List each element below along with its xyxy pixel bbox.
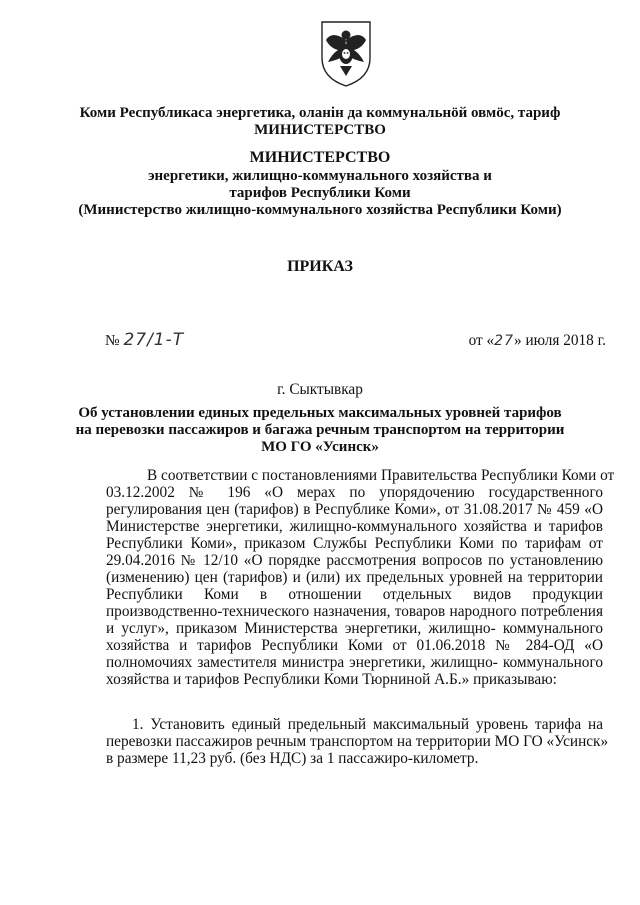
header-ru-short: (Министерство жилищно-коммунального хозяйства Республики Коми) bbox=[78, 202, 562, 218]
order-date bbox=[469, 333, 606, 350]
order-number bbox=[105, 332, 184, 350]
header-ru-title: МИНИСТЕРСТВО bbox=[249, 149, 391, 166]
para1-line-last: хозяйства и тарифов Республики Коми Тюрниной А.Б.» приказываю: bbox=[106, 671, 557, 688]
order-title: ПРИКАЗ bbox=[287, 258, 353, 275]
subject-line1: Об установлении единых предельных максимальных уровней тарифов bbox=[78, 405, 562, 421]
para1-line: производственно-технического назначения, товаров народного потребления bbox=[106, 603, 603, 620]
para1-line: полномочиях заместителя министра энергетики, жилищно- коммунального bbox=[106, 654, 603, 671]
subject-line2: на перевозки пассажиров и багажа речным транспортом на территории bbox=[75, 422, 565, 438]
para1-line: 29.04.2016 № 12/10 «О порядке рассмотрения вопросов по установлению bbox=[106, 552, 603, 569]
para1-line: хозяйства и тарифов Республики Коми от 01.06.2018 № 284-ОД «О bbox=[106, 637, 603, 654]
subject-line3: МО ГО «Усинск» bbox=[261, 439, 379, 455]
header-komi-line1: Коми Республикаса энергетика, оланiн да коммунальнöй овмöс, тариф bbox=[79, 105, 561, 121]
order-date-day: 27 bbox=[494, 333, 514, 349]
para1-line: Министерстве энергетики, жилищно-коммунального хозяйства и тарифов bbox=[106, 518, 603, 535]
para1-line: регулирования цен (тарифов) в Республике Коми», от 31.08.2017 № 459 «О bbox=[106, 501, 603, 518]
item1-line: перевозки пассажиров речным транспортом на территории МО ГО «Усинск» bbox=[106, 733, 609, 750]
para1-line: В соответствии с постановлениями Правительства Республики Коми от bbox=[147, 467, 615, 484]
para1-line: Республики Коми», приказом Службы Республики Коми по тарифам от bbox=[106, 535, 603, 552]
order-date-prefix: от « bbox=[468, 332, 495, 349]
item1-line-last: в размере 11,23 руб. (без НДС) за 1 пассажиро-километр. bbox=[106, 750, 479, 767]
header-ru-line2: энергетики, жилищно-коммунального хозяйства и bbox=[148, 168, 492, 184]
order-city: г. Сыктывкар bbox=[277, 381, 363, 398]
order-date-suffix: » июля 2018 г. bbox=[514, 332, 606, 349]
order-number-handwritten: 27/1-Т bbox=[123, 330, 185, 350]
para1-line: и услуг», приказом Министерства энергетики, жилищно- коммунального bbox=[106, 620, 603, 637]
order-number-label: № bbox=[105, 332, 120, 349]
para1-line: 03.12.2002 № 196 «О мерах по упорядочению государственного bbox=[106, 484, 603, 501]
header-komi-line2: МИНИСТЕРСТВО bbox=[254, 122, 386, 138]
coat-of-arms-emblem bbox=[318, 18, 374, 88]
para1-line: Республики Коми в отношении отдельных видов продукции bbox=[106, 586, 603, 603]
header-ru-line3: тарифов Республики Коми bbox=[229, 185, 411, 201]
item1-line: 1. Установить единый предельный максимальный уровень тарифа на bbox=[132, 716, 603, 733]
para1-line: (изменению) цен (тарифов) и (или) их предельных уровней на территории bbox=[106, 569, 603, 586]
